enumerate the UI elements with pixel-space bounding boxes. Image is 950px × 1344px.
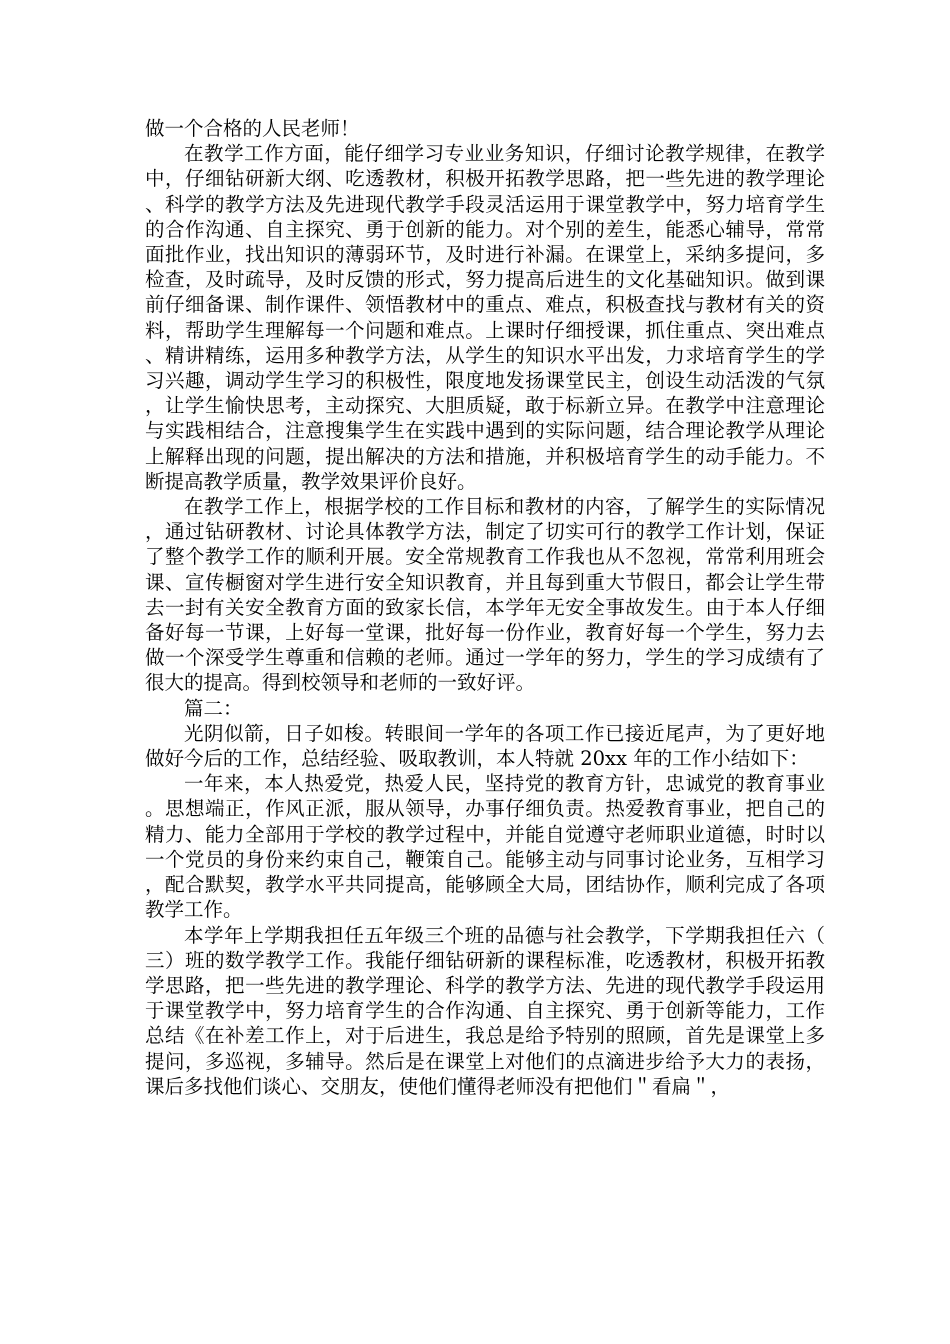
paragraph-teaching-duties: 本学年上学期我担任五年级三个班的品德与社会教学，下学期我担任六（三）班的数学教学工作。我能仔细钻研新的课程标准，吃透教材，积极开拓教学思路，把一些先进的教学理论、科学的教学方法、先进的现代教学手段运用于课堂教学中，努力培育学生的合作沟通、自主探究、勇于创新等能力，工作总结《在补差工作上，对于后进生，我总是给予特别的照顾，首先是课堂上多提问，多巡视，多辅导。然后是在课堂上对他们的点滴进步给予大力的表扬，课后多找他们谈心、交朋友，使他们懂得老师没有把他们＂看扁＂， — [145, 923, 825, 1098]
paragraph-intro: 光阴似箭，日子如梭。转眼间一学年的各项工作已接近尾声，为了更好地做好今后的工作，总结经验、吸取教训，本人特就 20xx 年的工作小结如下： — [145, 721, 825, 771]
paragraph-continuation: 做一个合格的人民老师！ — [145, 117, 360, 140]
document-body — [145, 116, 825, 1099]
paragraph-political-attitude: 一年来，本人热爱党，热爱人民，坚持党的教育方针，忠诚党的教育事业。思想端正，作风正派，服从领导，办事仔细负责。热爱教育事业，把自己的精力、能力全部用于学校的教学过程中，并能自觉遵守老师职业道德，时时以一个党员的身份来约束自己，鞭策自己。能够主动与同事讨论业务，互相学习，配合默契，教学水平共同提高，能够顾全大局，团结协作，顺利完成了各项教学工作。 — [145, 772, 825, 922]
paragraph-teaching-methods: 在教学工作方面，能仔细学习专业业务知识，仔细讨论教学规律，在教学中，仔细钻研新大纲、吃透教材，积极开拓教学思路，把一些先进的教学理论、科学的教学方法及先进现代教学手段灵活运用于课堂教学中，努力培育学生的合作沟通、自主探究、勇于创新的能力。对个别的差生，能悉心辅导，常常面批作业，找出知识的薄弱环节，及时进行补漏。在课堂上，采纳多提问，多检查，及时疏导，及时反馈的形式，努力提高后进生的文化基础知识。做到课前仔细备课、制作课件、领悟教材中的重点、难点，积极查找与教材有关的资料，帮助学生理解每一个问题和难点。上课时仔细授课，抓住重点、突出难点、精讲精练，运用多种教学方法，从学生的知识水平出发，力求培育学生的学习兴趣，调动学生学习的积极性，限度地发扬课堂民主，创设生动活泼的气氛，让学生愉快思考，主动探究、大胆质疑，敢于标新立异。在教学中注意理论与实践相结合，注意搜集学生在实践中遇到的实际问题，结合理论教学从理论上解释出现的问题，提出解决的方法和措施，并积极培育学生的动手能力。不断提高教学质量，教学效果评价良好。 — [145, 142, 825, 493]
paragraph-teaching-work: 在教学工作上，根据学校的工作目标和教材的内容，了解学生的实际情况，通过钻研教材、讨论具体教学方法，制定了切实可行的教学工作计划，保证了整个教学工作的顺利开展。安全常规教育工作我也从不忽视，常常利用班会课、宣传橱窗对学生进行安全知识教育，并且每到重大节假日，都会让学生带去一封有关安全教育方面的致家长信，本学年无安全事故发生。由于本人仔细备好每一节课，上好每一堂课，批好每一份作业，教育好每一个学生，努力去做一个深受学生尊重和信赖的老师。通过一学年的努力，学生的学习成绩有了很大的提高。得到校领导和老师的一致好评。 — [145, 495, 825, 695]
section-heading-part-two: 篇二： — [184, 696, 243, 720]
